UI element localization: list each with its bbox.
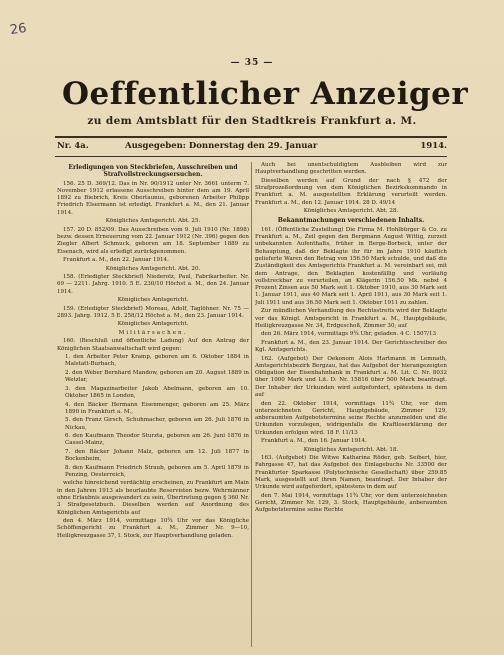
- paragraph: 4. den Bäcker Hermann Eisenmenger, geboren am 25. März 1890 in Frankfurt a. M.,: [65, 401, 249, 415]
- paragraph: 5. den Franz Girsch, Schuhmacher, geboren am 26. Juli 1876 in Nickau,: [65, 417, 249, 431]
- paragraph: 6. den Kaufmann Theodor Sturzta, geboren am 26. Juni 1876 in Cassel-Mainz,: [65, 433, 249, 447]
- paragraph: 157. 20 D. 852/09. Das Ausschreiben vom 9. Juli 1910 (Nr. 1898) bezw. dessen Erneuerung vom 22. Januar 1912 (Nr. 396) gegen den Ziegler Albert Schmuck, geboren am 18. September 1889 zu Eisenach, wird als erledigt zurückgenommen.: [57, 226, 249, 255]
- paragraph: Dieselben werden auf Grund der nach § 472 der Strafprozeßordnung von dem Königlichen Bezirkskommando in Frankfurt a. M. ausgestellten Erklärung verurteilt werden. Frankfurt a. M., den 12. Januar 1914. 28 D. 49/14: [255, 177, 447, 206]
- signature-line: Königliches Amtsgericht. Abt. 20.: [105, 265, 201, 272]
- signature-line: Königliches Amtsgericht. Abt. 28.: [303, 208, 399, 215]
- section-title: Militärsachen.: [118, 329, 188, 336]
- publication-subtitle: zu dem Amtsblatt für den Stadtkreis Frankfurt a. M.: [87, 115, 417, 127]
- paragraph: 8. den Kaufmann Friedrich Straub, geboren am 5. April 1879 in Penzing, Oesterreich,: [65, 464, 249, 478]
- section-heading: Bekanntmachungen verschiedenen Inhalts.: [277, 217, 425, 225]
- right-column: [255, 162, 447, 647]
- paragraph: Frankfurt a. M., den 23. Januar 1914. Der Gerichtsschreiber des Kgl. Amtsgerichts.: [255, 339, 447, 354]
- paragraph: den 22. Oktober 1914, vormittags 11¾ Uhr, vor dem unterzeichneten Gericht, Hauptgebäude, Zimmer 129, anberaumten Aufgebotstermine seine Rechte anzumelden und die Urkunden vorzulegen, widrigenfalls die Kraftloserklärung der Urkunden erfolgen wird. 18 F. 11/13: [255, 400, 447, 436]
- page-number: — 35 —: [230, 58, 274, 68]
- paragraph: 3. den Magazinarbeiter Jakob Abelmann, geboren am 10. Oktober 1865 in London,: [65, 385, 249, 400]
- left-column: [57, 162, 249, 647]
- paragraph: Zur mündlichen Verhandlung des Rechtsstreits wird der Beklagte vor das Königl. Amtsgericht in Frankfurt a. M., Hauptgebäude, Heiligkreuzgasse Nr. 34, Erdgeschoß, Zimmer 30, auf: [255, 308, 447, 329]
- issue-year: 1914.: [420, 141, 447, 151]
- signature-line: Königliches Amtsgericht. Abt. 18.: [303, 446, 399, 453]
- paragraph: 156. 25 D. 369/12. Das in Nr. 90/1912 unter Nr. 3661 unterm 7. November 1912 erlassene Ausschreiben hinter dem am 19. April 1892 zu Biebrich, Kreis Obertaunus, geborenen Arbeiter Philipp Friedrich Elsermann ist erledigt. Frankfurt a. M., den 21. Januar 1914.: [57, 180, 249, 216]
- paragraph: Frankfurt a. M., den 16. Januar 1914.: [261, 438, 367, 445]
- signature-line: Königliches Amtsgericht. Abt. 25.: [105, 218, 201, 225]
- issue-number: Nr. 4a.: [57, 141, 89, 151]
- paragraph: den 7. Mai 1914, vormittags 11¾ Uhr, vor dem unterzeichneten Gericht, Zimmer Nr. 129, 3. Stock, Hauptgebäude, anberaumten Aufgebotstermine seine Rechte: [255, 492, 447, 514]
- masthead-top-rule: [55, 136, 447, 138]
- paragraph: 161. (Öffentliche Zustellung) Die Firma M. Hohlbürger & Co. zu Frankfurt a. M., Zeil gegen den Bergmann August Wittig, zurzeit unbekannten Aufenthalts, früher in Berge-Borbeck, unter der Behauptung, daß der Beklagte ihr für im Jahre 1910 käuflich gelieferte Waren den Betrag von 156.50 Mark schulde, und daß die Zuständigkeit des Amtsgerichts Frankfurt a. M. vereinbart sei, mit dem Antrage, den Beklagten kostenfällig und vorläufig vollstreckbar zu verurteilen, an Klägerin 156.50 Mk. nebst 4 Prozent Zinsen aus 50 Mark seit 1. Oktober 1910, aus 30 Mark seit 1. Januar 1911, aus 40 Mark seit 1. April 1911, aus 30 Mark seit 1. Juli 1911 und aus 36.50 Mark seit 1. Oktober 1911 zu zahlen.: [255, 226, 447, 306]
- handwritten-note: 26: [9, 20, 28, 39]
- paragraph: 2. den Weber Bernhard Mandow, geboren am 20. August 1889 in Wetzlar,: [65, 369, 249, 384]
- paragraph: den 26. März 1914, vormittags 9¾ Uhr, geladen. 4 C. 1507/13: [261, 331, 437, 338]
- paragraph: 160. (Beschluß und öffentliche Ladung) Auf den Antrag der Königlichen Staatsanwaltschaft wird gegen:: [57, 338, 249, 352]
- masthead-bottom-rule: [55, 156, 447, 157]
- publication-title: Oeffentlicher Anzeiger: [62, 76, 469, 112]
- issue-date: Ausgegeben: Donnerstag den 29. Januar: [125, 141, 318, 151]
- paragraph: 7. den Bäcker Johann Malz, geboren am 12. Juli 1877 in Bockenheim,: [65, 448, 249, 463]
- paragraph: 158. (Erledigter Steckbrief) Niederolz, Paul, Fabrikarbeiter. Nr. 69 — 2211. Jahrg. 1910. 5 E. 230/10 Höchst a. M., den 24. Januar 1914.: [57, 274, 249, 295]
- paragraph: welche hinreichend verdächtig erscheinen, zu Frankfurt am Main in den Jahren 1913 als beurlaubte Reservisten bezw. Wehrmänner ohne Erlaubnis ausgewandert zu sein, Übertretung gegen § 360 Nr. 3 Strafgesetzbuch. Dieselben werden auf Anordnung des Königlichen Amtsgerichts auf: [57, 480, 249, 516]
- section-heading: Erledigungen von Steckbriefen, Ausschreiben und Strafvollstreckungsersuchen.: [68, 164, 238, 179]
- paragraph: Frankfurt a. M., den 22. Januar 1914.: [63, 257, 169, 264]
- paragraph: 163. (Aufgebot) Die Witwe Katharina Röder, geb. Seibert, hier, Fahrgasse 47, hat das Aufgebot des Einlagebuchs Nr. 33500 der Frankfurter Sparkasse (Polytechnische Gesellschaft) über 259.85 Mark, ausgestellt auf ihren Namen, beantragt. Der Inhaber der Urkunde wird aufgefordert, spätestens in dem auf: [255, 455, 447, 491]
- paragraph: 162. (Aufgebot) Der Oekonom Alois Hartmann in Lemnath, Amtsgerichtsbezirk Bergzau, hat das Aufgebot der hierangezeigten Obligation der Eisenbahnbank in Frankfurt a. M. Lit. C. Nr. 8032 über 1000 Mark und Lit. D. Nr. 15816 über 500 Mark beantragt. Der Inhaber der Urkunden wird aufgefordert, spätestens in dem auf: [255, 355, 447, 399]
- paragraph: 159. (Erledigter Steckbrief) Moreau, Adolf, Taglöhner. Nr. 75 — 2893. Jahrg. 1912. 5 E. 258/12 Höchst a. M., den 23. Januar 1914.: [57, 305, 249, 319]
- column-divider: [251, 162, 252, 647]
- signature-line: Königliches Amtsgericht.: [117, 321, 189, 328]
- paragraph: 1. den Arbeiter Peter Kramp, geboren am 6. Oktober 1884 in Malstatt-Burbach,: [65, 354, 249, 368]
- paragraph: den 4. März 1914, vormittags 10¾ Uhr vor das Königliche Schöffengericht zu Frankfurt a. M., Zimmer Nr. 9—10, Heiligkreuzgasse 37, I. Stock, zur Hauptverhandlung geladen.: [57, 518, 249, 539]
- masthead-line: [57, 140, 447, 154]
- paragraph: Auch bei unentschuldigtem Ausbleiben wird zur Hauptverhandlung geschritten werden.: [255, 162, 447, 176]
- signature-line: Königliches Amtsgericht.: [117, 297, 189, 304]
